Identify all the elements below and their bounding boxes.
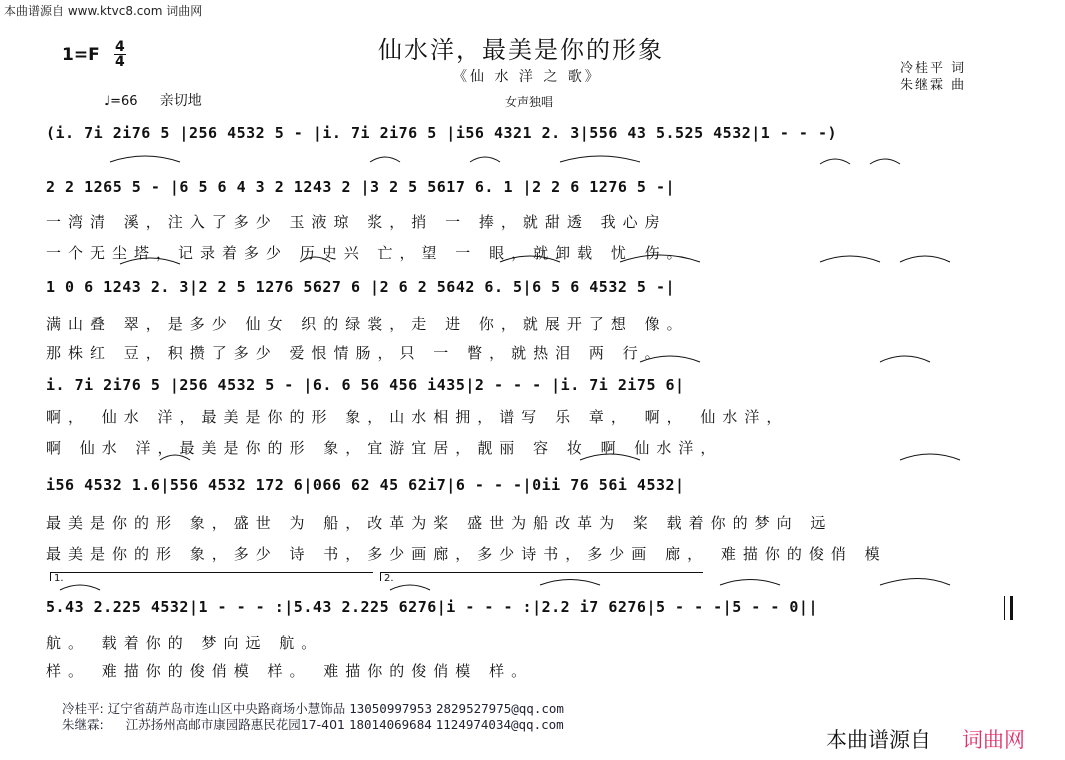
contact-email[interactable]: 2829527975@qq.com [435, 701, 564, 716]
notation-row-3: 1 0 6 1243 2. 3|2 2 5 1276 5627 6 |2 6 2 5642 6. 5|6 5 6 4532 5 -| [46, 278, 676, 296]
contact-label: 朱继霖: [62, 717, 104, 732]
lyric-row-2b: 一个无尘塔，记录着多少 历史兴 亡，望 一 眼，就卸载 忧 伤。 [46, 244, 689, 262]
notation-row-5: i56 4532 1.6|556 4532 172 6|066 62 45 62i7|6 - - -|0ii 76 56i 4532| [46, 476, 685, 494]
volta-label-1: 1. [54, 573, 64, 584]
lyric-row-3b: 那株红 豆，积攒了多少 爱恨情肠，只 一 瞥，就热泪 两 行。 [46, 344, 667, 362]
contact-address: 江苏扬州高邮市康园路惠民花园17-401 [125, 717, 345, 732]
composer-credit: 朱继霖 曲 [900, 78, 967, 93]
song-subtitle: 《仙 水 洋 之 歌》 [453, 69, 602, 85]
watermark-top: 本曲谱源自 www.ktvc8.com 词曲网 [4, 4, 203, 18]
expression-mark: 亲切地 [159, 93, 202, 109]
tempo-value: ♩=66 [104, 94, 138, 109]
key-signature: 1=F [62, 45, 100, 65]
notation-row-6: 5.43 2.225 4532|1 - - - :|5.43 2.225 6276|i - - - :|2.2 i7 6276|5 - - -|5 - - 0|| [46, 598, 818, 616]
final-barline-thin [1004, 596, 1005, 620]
lyric-row-4a: 啊， 仙水 洋，最美是你的形 象，山水相拥，谱写 乐 章， 啊， 仙水洋， [46, 408, 789, 426]
lyric-row-5a: 最美是你的形 象，盛世 为 船，改革为桨 盛世为船改革为 桨 载着你的梦向 远 [46, 514, 833, 532]
notation-row-2: 2 2 1265 5 - |6 5 6 4 3 2 1243 2 |3 2 5 5617 6. 1 |2 2 6 1276 5 -| [46, 178, 676, 196]
notation-row-4: i. 7i 2i76 5 |256 4532 5 - |6. 6 56 456 i435|2 - - - |i. 7i 2i75 6| [46, 376, 685, 394]
lyric-row-6b: 样。 难描你的俊俏模 样。 难描你的俊俏模 样。 [46, 662, 534, 680]
meter-bottom: 4 [115, 54, 125, 70]
performer-label: 女声独唱 [505, 95, 554, 109]
notation-row-1: (i. 7i 2i76 5 |256 4532 5 - |i. 7i 2i76 5 |i56 4321 2. 3|556 43 5.525 4532|1 - - -) [46, 124, 838, 142]
meter-top: 4 [115, 39, 125, 55]
lyric-row-5b: 最美是你的形 象，多少 诗 书，多少画廊，多少诗书，多少画 廊， 难描你的俊俏 模 [46, 545, 887, 563]
watermark-bottom-left: 本曲谱源自 [826, 728, 931, 752]
contact-phone: 13050997953 [349, 701, 432, 716]
watermark-bottom-right[interactable]: 词曲网 [962, 728, 1025, 752]
lyric-row-3a: 满山叠 翠，是多少 仙女 织的绿裳，走 进 你，就展开了想 像。 [46, 315, 689, 333]
song-title: 仙水洋，最美是你的形象 [378, 36, 664, 64]
footer-contact-composer [62, 715, 564, 733]
lyric-row-4b: 啊 仙水 洋，最美是你的形 象，宜游宜居，靓丽 容 妆 啊 仙水洋， [46, 439, 723, 457]
contact-label: 冷桂平: [62, 701, 104, 716]
lyric-row-6a: 航。 载着你的 梦向远 航。 [46, 634, 324, 652]
volta-label-2: 2. [384, 573, 394, 584]
contact-email[interactable]: 1124974034@qq.com [435, 717, 564, 732]
lyric-row-2a: 一湾清 溪，注入了多少 玉液琼 浆，捎 一 捧，就甜透 我心房 [46, 213, 667, 231]
final-barline [1010, 596, 1013, 620]
contact-address: 辽宁省葫芦岛市连山区中央路商场小慧饰品 [107, 701, 346, 716]
lyricist-credit: 冷桂平 词 [900, 61, 967, 76]
contact-phone: 18014069684 [348, 717, 432, 732]
